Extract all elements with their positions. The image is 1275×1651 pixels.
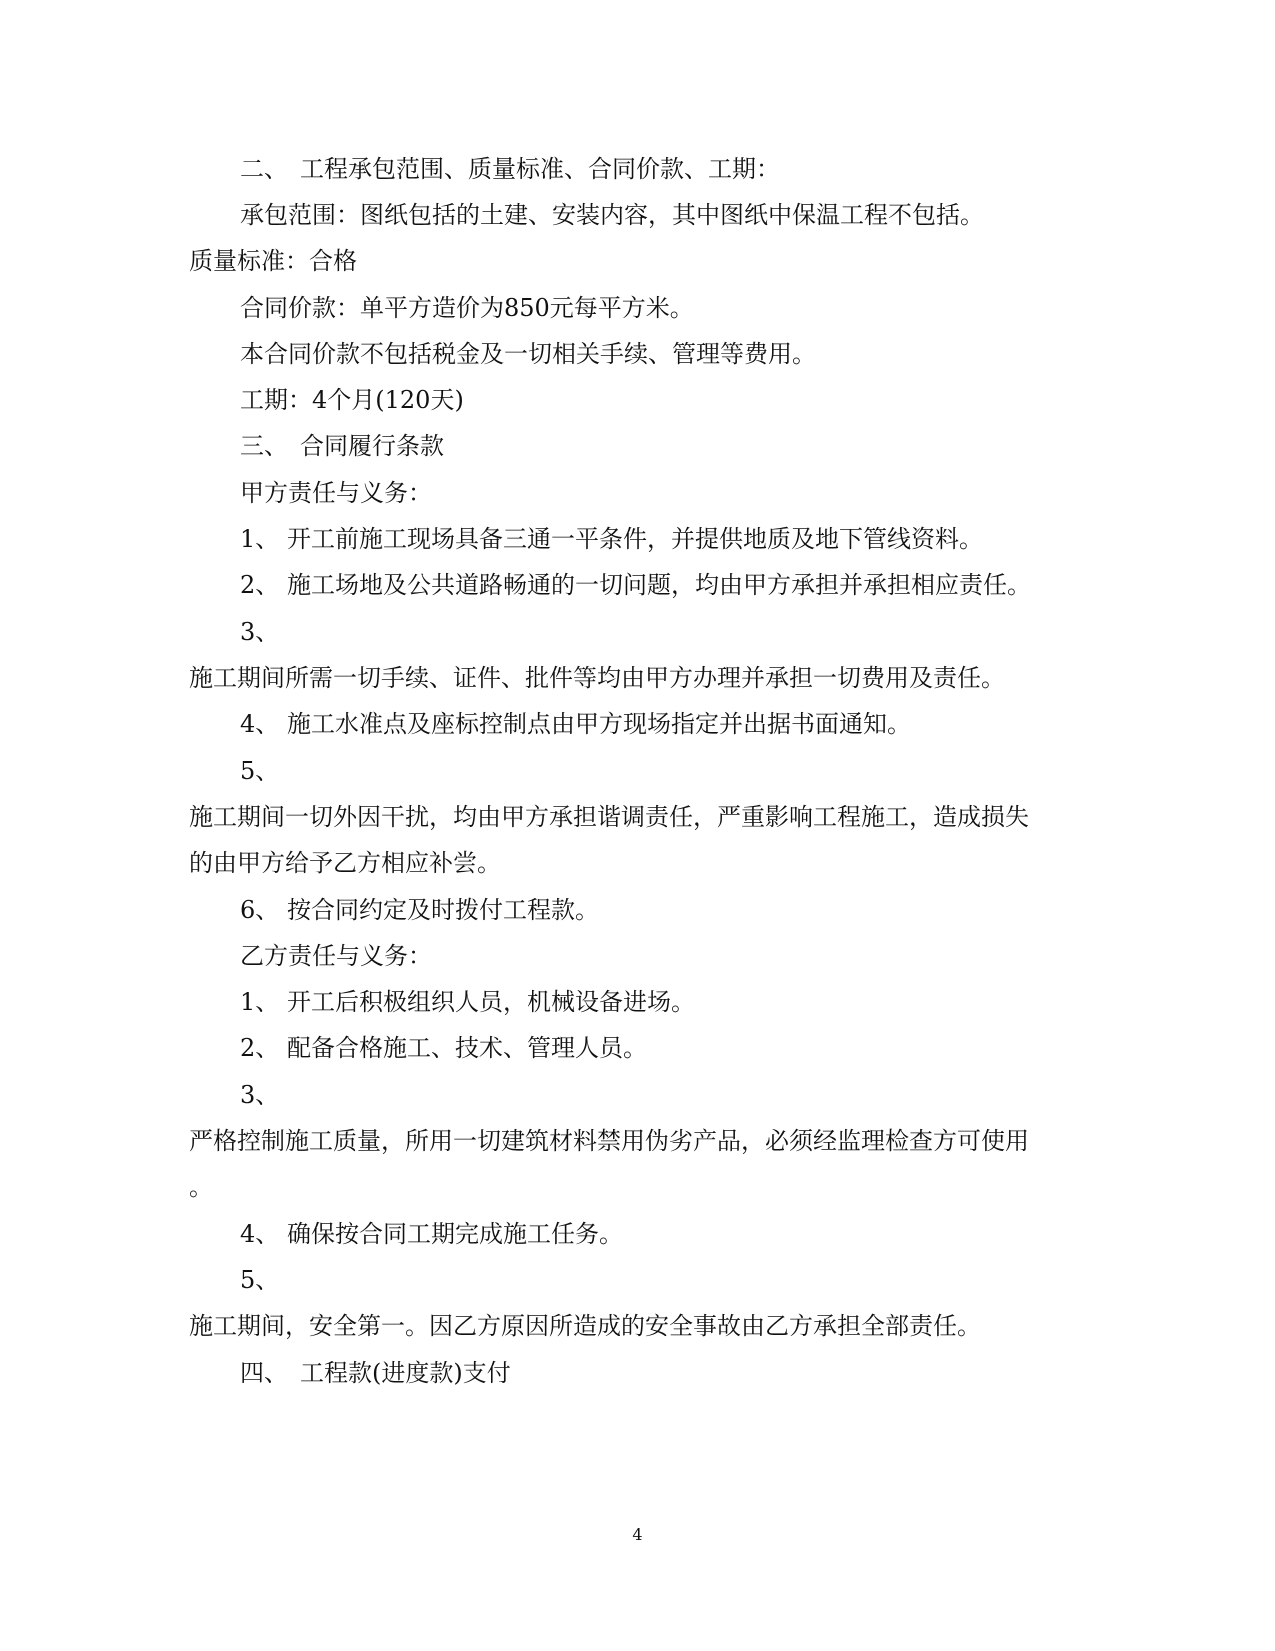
section-heading-4	[240, 1358, 511, 1388]
list-item	[240, 895, 599, 925]
item-number: 5、	[240, 1266, 280, 1294]
item-text: 确保按合同工期完成施工任务。	[287, 1220, 623, 1248]
section-title: 工程款(进度款)支付	[300, 1359, 511, 1387]
item-text: 施工场地及公共道路畅通的一切问题，均由甲方承担并承担相应责任。	[287, 571, 1031, 599]
item-number: 2、	[240, 571, 280, 599]
page-number: 4	[632, 1525, 643, 1544]
item-number: 4、	[240, 710, 280, 738]
subheading-party-a: 甲方责任与义务：	[240, 479, 432, 507]
item-number: 2、	[240, 1034, 280, 1062]
item-text-continued: 的由甲方给予乙方相应补尝。	[189, 849, 501, 877]
item-number: 4、	[240, 1220, 280, 1248]
paragraph-price-note: 本合同价款不包括税金及一切相关手续、管理等费用。	[240, 340, 816, 368]
item-text: 按合同约定及时拨付工程款。	[287, 896, 599, 924]
list-item	[240, 987, 695, 1017]
paragraph-price: 合同价款：单平方造价为850元每平方米。	[240, 294, 694, 322]
paragraph-quality: 质量标准：合格	[189, 247, 357, 275]
item-text: 施工期间所需一切手续、证件、批件等均由甲方办理并承担一切费用及责任。	[189, 664, 1005, 692]
section-heading-3	[240, 431, 444, 461]
section-number: 二、	[240, 155, 288, 183]
section-number: 四、	[240, 1359, 288, 1387]
item-number: 5、	[240, 757, 280, 785]
section-title: 合同履行条款	[300, 432, 444, 460]
list-item	[240, 1219, 623, 1249]
item-text: 严格控制施工质量，所用一切建筑材料禁用伪劣产品，必须经监理检查方可使用	[189, 1127, 1029, 1155]
item-number: 1、	[240, 988, 280, 1016]
list-item	[240, 524, 983, 554]
paragraph-duration: 工期：4个月(120天)	[240, 386, 464, 414]
section-number: 三、	[240, 432, 288, 460]
item-text-continued: 。	[189, 1173, 213, 1201]
paragraph-scope: 承包范围：图纸包括的土建、安装内容，其中图纸中保温工程不包括。	[240, 201, 984, 229]
item-text: 开工前施工现场具备三通一平条件，并提供地质及地下管线资料。	[287, 525, 983, 553]
list-item	[240, 709, 911, 739]
item-text: 开工后积极组织人员，机械设备进场。	[287, 988, 695, 1016]
item-number: 6、	[240, 896, 280, 924]
list-item	[240, 1033, 647, 1063]
item-text: 施工水准点及座标控制点由甲方现场指定并出据书面通知。	[287, 710, 911, 738]
subheading-party-b: 乙方责任与义务：	[240, 942, 432, 970]
section-heading-2	[240, 154, 780, 184]
item-text: 配备合格施工、技术、管理人员。	[287, 1034, 647, 1062]
item-number: 1、	[240, 525, 280, 553]
list-item	[240, 570, 1031, 600]
item-number: 3、	[240, 1081, 280, 1109]
item-text: 施工期间，安全第一。因乙方原因所造成的安全事故由乙方承担全部责任。	[189, 1312, 981, 1340]
item-text: 施工期间一切外因干扰，均由甲方承担谐调责任，严重影响工程施工，造成损失	[189, 803, 1029, 831]
section-title: 工程承包范围、质量标准、合同价款、工期：	[300, 155, 780, 183]
item-number: 3、	[240, 618, 280, 646]
